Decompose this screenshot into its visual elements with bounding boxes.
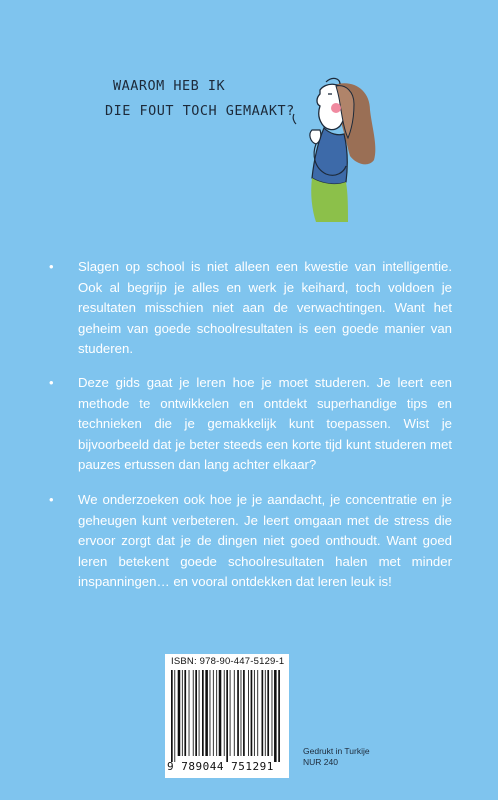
speech-line-1: WAAROM HEB IK xyxy=(113,78,226,94)
printed-in: Gedrukt in Turkije xyxy=(303,746,370,756)
barcode-bar xyxy=(272,670,273,756)
paragraph-1 xyxy=(49,257,452,360)
barcode-bar xyxy=(248,670,249,756)
barcode-bar xyxy=(213,670,214,756)
barcode-bar xyxy=(199,670,200,756)
barcode-bar xyxy=(274,670,277,762)
thought-mark-icon xyxy=(293,114,296,124)
barcode-bar xyxy=(205,670,208,756)
barcode-bar xyxy=(174,670,175,762)
skirt-shape xyxy=(311,178,348,222)
barcode-bar xyxy=(184,670,186,756)
barcode-bar xyxy=(267,670,269,756)
barcode-bar xyxy=(171,670,173,762)
speech-line-2: DIE FOUT TOCH GEMAAKT? xyxy=(105,103,295,119)
paragraph-2 xyxy=(49,373,452,476)
barcode-bar xyxy=(224,670,225,756)
thinking-girl-illustration xyxy=(282,72,392,222)
barcode-bar xyxy=(262,670,264,756)
barcode-bar xyxy=(182,670,183,756)
isbn-label: ISBN: 978-90-447-5129-1 xyxy=(171,656,285,667)
barcode-bar xyxy=(216,670,217,756)
cheek-shape xyxy=(331,103,341,113)
barcode-bars-icon xyxy=(169,670,285,762)
barcode-bar xyxy=(189,670,190,756)
barcode-bar xyxy=(243,670,245,756)
barcode-bar xyxy=(251,670,253,756)
barcode-bar xyxy=(195,670,197,756)
paragraph-2-text: Deze gids gaat je leren hoe je moet studeren. Je leert een methode te ontwikkelen en ontdekt superhandige tips en technieken die je gemakkelijk kunt toepassen. Wist je bijvoorbeeld dat je beter steeds een korte tijd kunt studeren met pauzes ertussen dan lang achter elkaar? xyxy=(78,375,452,472)
nur-code: NUR 240 xyxy=(303,757,338,767)
hair-top-shape xyxy=(326,78,340,84)
barcode-bar xyxy=(230,670,231,756)
barcode xyxy=(165,654,289,778)
barcode-bar xyxy=(178,670,181,756)
barcode-digits: 9 789044 751291 xyxy=(167,760,274,773)
paragraph-3-text: We onderzoeken ook hoe je je aandacht, je concentratie en je geheugen kunt verbeteren. Je leert omgaan met de stress die ervoor zorgt dat je de dingen niet goed onthoudt. Want goed leren betekent goede schoolresultaten halen met minder inspanningen… en vooral ontdekken dat leren leuk is! xyxy=(78,492,452,589)
barcode-bar xyxy=(210,670,211,756)
barcode-bar xyxy=(226,670,228,762)
barcode-bar xyxy=(257,670,258,756)
barcode-bar xyxy=(234,670,235,756)
paragraph-1-text: Slagen op school is niet alleen een kwestie van intelligentie. Ook al begrijp je alles en werk je keihard, toch voldoen je resultaten misschien niet aan de verwachtingen. Want het geheim van goede schoolresultaten is een goede manier van studeren. xyxy=(78,259,452,356)
barcode-bar xyxy=(237,670,239,756)
barcode-bar xyxy=(265,670,266,756)
hand-shape xyxy=(310,130,321,144)
paragraph-3 xyxy=(49,490,452,593)
barcode-bar xyxy=(241,670,242,756)
barcode-bar xyxy=(278,670,280,762)
barcode-bar xyxy=(254,670,255,756)
bullet-1: • xyxy=(49,259,54,274)
barcode-bar xyxy=(202,670,204,756)
barcode-bar xyxy=(219,670,222,756)
bullet-3: • xyxy=(49,492,54,507)
bullet-2: • xyxy=(49,375,54,390)
barcode-bar xyxy=(193,670,194,756)
